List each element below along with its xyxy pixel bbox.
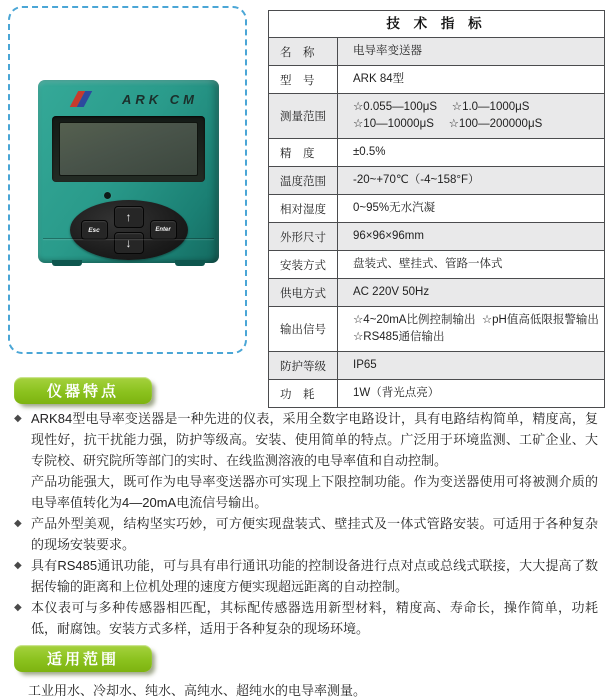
spec-label: 型 号 bbox=[269, 66, 338, 93]
spec-table-title: 技 术 指 标 bbox=[386, 16, 487, 31]
spec-label: 安装方式 bbox=[269, 251, 338, 278]
spec-value: AC 220V 50Hz bbox=[353, 286, 430, 298]
lcd-display bbox=[52, 116, 205, 182]
spec-label: 功 耗 bbox=[269, 380, 338, 407]
arrow-down-button: ↓ bbox=[114, 232, 144, 254]
spec-value: 电导率变送器 bbox=[353, 45, 422, 57]
feature-item bbox=[14, 408, 598, 471]
spec-value: -20~+70℃（-4~158°F） bbox=[353, 174, 480, 186]
feature-text: 产品功能强大，既可作为电导率变送器亦可实现上下限控制功能。作为变送器使用可将被测介质的电导率值转化为4—20mA电流信号输出。 bbox=[31, 474, 598, 510]
feature-text: 本仪表可与多种传感器相匹配，其标配传感器选用新型材料，精度高、寿命长，操作简单，功耗低，耐腐蚀。安装方式多样，适用于各种复杂的现场环境。 bbox=[31, 600, 598, 636]
conductivity-transmitter-photo bbox=[38, 80, 219, 263]
diamond-bullet-icon: ◆ bbox=[14, 413, 22, 424]
feature-text: ARK84型电导率变送器是一种先进的仪表，采用全数字电路设计，具有电路结构简单，精度高，复现性好，抗干扰能力强，防护等级高。安装、使用简单的特点。广泛用于环境监测、工矿企业、大专院校、研究院所等部门的实时、在线监测溶液的电导率值和自动控制。 bbox=[31, 411, 598, 468]
spec-label: 精 度 bbox=[269, 139, 338, 166]
diamond-bullet-icon: ◆ bbox=[14, 560, 22, 571]
spec-row bbox=[269, 93, 604, 138]
esc-button: Esc bbox=[81, 220, 108, 240]
spec-label: 测量范围 bbox=[269, 94, 338, 138]
spec-label: 名 称 bbox=[269, 38, 338, 65]
spec-value: IP65 bbox=[353, 359, 377, 371]
spec-row bbox=[269, 278, 604, 306]
spec-row bbox=[269, 351, 604, 379]
spec-label: 供电方式 bbox=[269, 279, 338, 306]
spec-row bbox=[269, 194, 604, 222]
device-ridge bbox=[43, 238, 214, 239]
feature-item bbox=[14, 513, 598, 555]
feature-item bbox=[14, 597, 598, 639]
spec-value: 盘装式、壁挂式、管路一体式 bbox=[353, 258, 503, 270]
applications-section-badge: 适用范围 bbox=[14, 645, 152, 672]
feature-list bbox=[14, 408, 598, 639]
spec-row bbox=[269, 65, 604, 93]
diamond-bullet-icon: ◆ bbox=[14, 602, 22, 613]
keypad bbox=[70, 200, 188, 260]
spec-row bbox=[269, 379, 604, 407]
diamond-bullet-icon: ◆ bbox=[14, 518, 22, 529]
mounting-tab bbox=[175, 260, 205, 266]
mounting-tab bbox=[52, 260, 82, 266]
spec-row bbox=[269, 37, 604, 65]
spec-value: ARK 84型 bbox=[353, 73, 405, 85]
spec-table-rows bbox=[269, 37, 604, 407]
spec-label: 输出信号 bbox=[269, 307, 338, 351]
spec-value: ☆4~20mA比例控制输出 ☆pH值高低限报警输出 ☆RS485通信输出 bbox=[353, 314, 599, 343]
spec-value: 96×96×96mm bbox=[353, 230, 424, 242]
feature-item bbox=[14, 555, 598, 597]
enter-button: Enter bbox=[150, 220, 177, 240]
features-section-badge: 仪器特点 bbox=[14, 377, 152, 404]
feature-text: 具有RS485通讯功能，可与具有串行通讯功能的控制设备进行点对点或总线式联接，大大提高了数据传输的距离和上位机处理的速度方便实现超远距离的自动控制。 bbox=[31, 558, 598, 594]
spec-label: 温度范围 bbox=[269, 167, 338, 194]
spec-value: 0~95%无水汽凝 bbox=[353, 202, 436, 214]
spec-row bbox=[269, 166, 604, 194]
brand-logo-icon bbox=[72, 91, 94, 107]
arrow-up-button: ↑ bbox=[114, 206, 144, 228]
lcd-screen bbox=[59, 122, 198, 176]
spec-table bbox=[268, 10, 605, 408]
spec-row bbox=[269, 138, 604, 166]
spec-label: 防护等级 bbox=[269, 352, 338, 379]
spec-row bbox=[269, 306, 604, 351]
indicator-led bbox=[104, 192, 111, 199]
spec-value: 1W（背光点亮） bbox=[353, 387, 440, 399]
product-photo-frame bbox=[8, 6, 247, 354]
spec-value: ☆0.055—100μS ☆1.0—1000μS ☆10—10000μS ☆100—200000μS bbox=[353, 101, 543, 130]
applications-text: 工业用水、冷却水、纯水、高纯水、超纯水的电导率测量。 bbox=[28, 683, 367, 698]
device-brand-label: ARK CM bbox=[122, 91, 198, 107]
spec-label: 相对湿度 bbox=[269, 195, 338, 222]
spec-value: ±0.5% bbox=[353, 146, 386, 158]
device-header bbox=[38, 80, 219, 107]
spec-label: 外形尺寸 bbox=[269, 223, 338, 250]
spec-row bbox=[269, 250, 604, 278]
spec-row bbox=[269, 222, 604, 250]
feature-text: 产品外型美观，结构坚实巧妙，可方便实现盘装式、壁挂式及一体式管路安装。可适用于各种复杂的现场安装要求。 bbox=[31, 516, 598, 552]
feature-item bbox=[14, 471, 598, 513]
